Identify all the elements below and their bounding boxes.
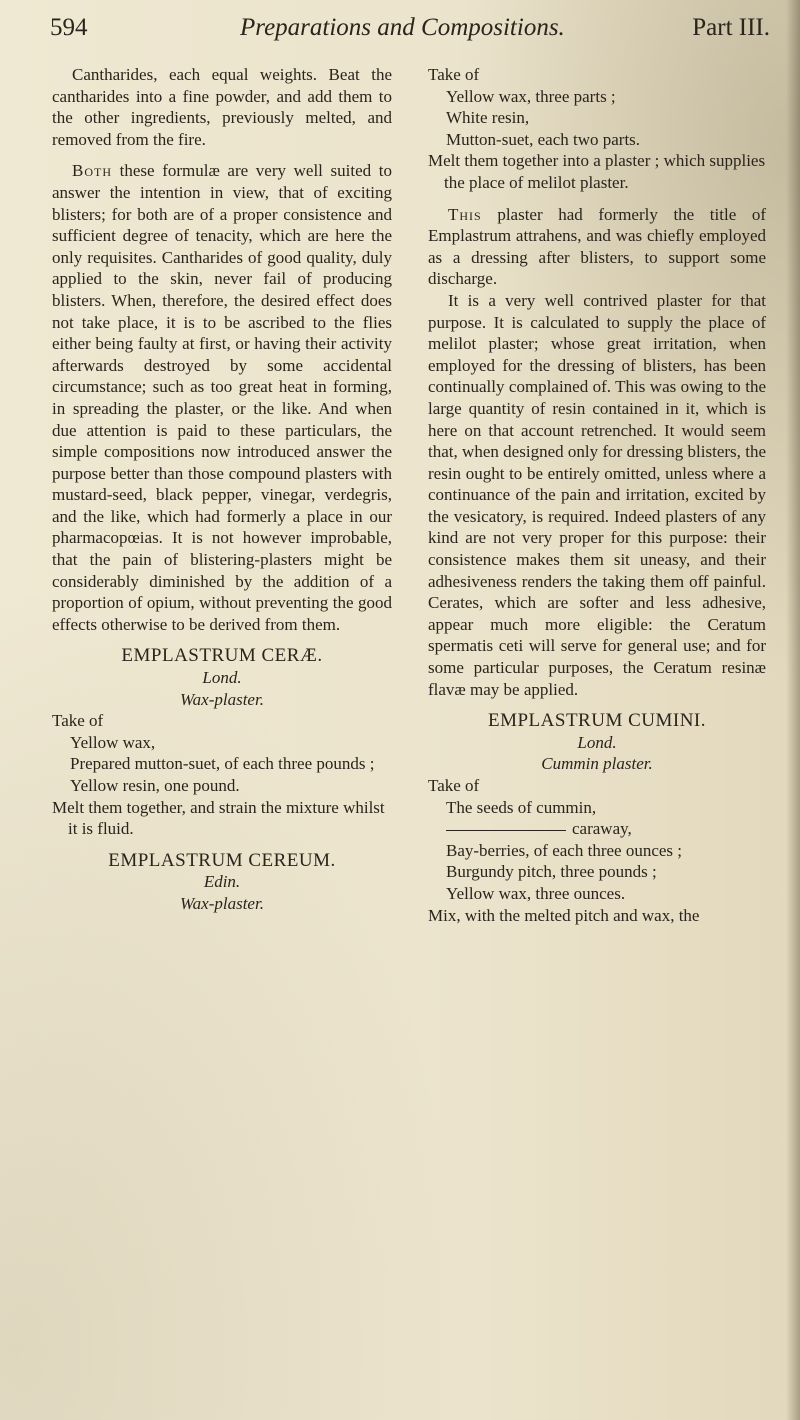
ingredient-caraway: caraway, [572,819,632,839]
take-of-label: Take of [428,776,480,795]
ingredient-item: White resin, [446,108,530,128]
part-label: Part III. [692,14,770,41]
ditto-dash [446,830,566,831]
subheading-wax-plaster: Wax-plaster. [180,893,264,913]
subheading-lond: Lond. [202,668,242,688]
take-of-label: Take of [52,711,104,731]
ingredient-item: Yellow resin, one pound. [70,776,240,795]
heading-emplastrum-cumini: EMPLASTRUM CUMINI. [487,710,707,732]
page-edge-shadow [786,0,800,1420]
ingredient-item: Yellow wax, three parts ; [446,86,616,106]
ingredient-item: Prepared mutton-suet, of each three pounds ; [70,754,375,774]
ingredient-item: Burgundy pitch, three pounds ; [446,862,657,882]
subheading-wax-plaster: Wax-plaster. [180,689,264,709]
both-word: Both [72,161,113,181]
subheading-edin: Edin. [203,872,241,892]
directions-text: Melt them together, and strain the mixture whilst it is fluid. [52,797,385,839]
page-header [50,8,770,58]
page-number: 594 [50,14,88,41]
heading-emplastrum-cereum: EMPLASTRUM CEREUM. [108,849,336,871]
directions-text: Mix, with the melted pitch and wax, the [428,905,700,925]
ingredient-item: Bay-berries, of each three ounces ; [446,840,682,860]
ingredient-item: Yellow wax, three ounces. [446,883,626,903]
left-column [52,64,392,915]
ingredient-item [428,818,766,840]
ingredient-item: Mutton-suet, each two parts. [446,129,641,149]
ingredient-item: Yellow wax, [70,732,156,752]
subheading-cummin-plaster: Cummin plaster. [541,754,653,774]
intro-paragraph: Cantharides, each equal weights. Beat the cantharides into a fine powder, and add them to the other ingredients, previously melted, and removed from the fire. [52,65,392,149]
both-paragraph [52,160,392,635]
heading-emplastrum-cerae: EMPLASTRUM CERÆ. [121,645,323,667]
ingredient-item: The seeds of cummin, [446,797,597,817]
this-paragraph [428,204,766,290]
directions-text: Melt them together into a plaster ; which supplies the place of melilot plaster. [428,151,766,192]
subheading-lond: Lond. [577,732,617,752]
both-rest: these formulæ are very well suited to answer the intention in view, that of exciting blisters; for both are of a proper consistence and sufficient degree of tenacity, which are here the only requisites. Cantharides of good quality, duly applied to the skin, never fail of producing blisters. When, therefore, the desired effect does not take place, it is to be ascribed to the flies either being faulty at first, or having their activity afterwards destroyed by some accidental circumstance; such as too great heat in forming, in spreading the plaster, or the like. And when due attention is paid to these particulars, the simple compositions now introduced answer the purpose better than those compound plasters with mustard-seed, black pepper, vinegar, verdegris, and the like, which had formerly a place in our pharmacopœias. It is not however improbable, that the pain of blistering-plasters might be considerably diminished by the addition of a proportion of opium, without preventing the good effects otherwise to be derived from them. [52,161,392,634]
this-rest: plaster had formerly the title of Emplastrum attrahens, and was chiefly employed as a dressing after blisters, to support some discharge. [428,204,766,289]
right-column [428,64,766,926]
this-word: This [448,204,482,224]
running-head: Preparations and Compositions. [240,14,565,41]
plaster-discussion-paragraph: It is a very well contrived plaster for that purpose. It is calculated to supply the place of melilot plaster; whose great irritation, when employed for the dressing of blisters, has been continually complained of. This was owing to the large quantity of resin contained in it, which is here on that account retrenched. It would seem that, when designed only for dressing blisters, the resin ought to be entirely omitted, unless where a continuance of the pain and irritation, excited by the vesicatory, is required. Indeed plasters of any kind are not very proper for this purpose: their consistence makes them sit uneasy, and their adhesiveness renders the taking them off painful. Cerates, which are softer and less adhesive, appear much more eligible: the Ceratum spermatis ceti will serve for general use; and for some particular purposes, the Ceratum resinæ flavæ may be applied. [428,290,766,699]
take-of-label: Take of [428,65,480,84]
